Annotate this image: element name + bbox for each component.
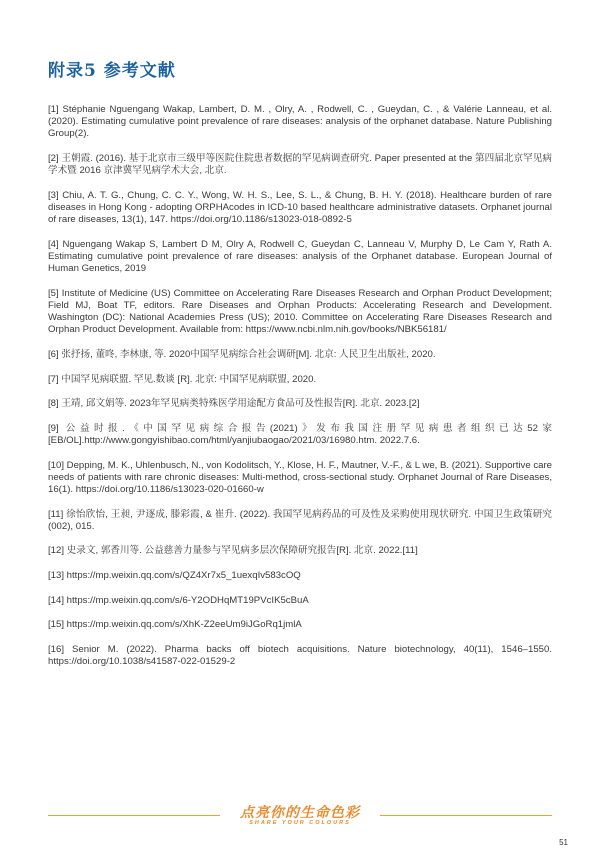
footer-divider-left [48,815,220,816]
reference-item: [2] 王朝霞. (2016). 基于北京市三级甲等医院住院患者数据的罕见病调查研究. Paper presented at the 第四届北京罕见病学术暨 2016 京津冀罕见病学术大会, 北京. [48,153,552,177]
reference-item: [3] Chiu, A. T. G., Chung, C. C. Y., Wong, W. H. S., Lee, S. L., & Chung, B. H. Y. (2018). Healthcare burden of rare diseases in Hong Kong - adopting ORPHAcodes in ICD-10 based healthcare administrative datasets. Orphanet journal of rare diseases, 13(1), 147. https://doi.org/10.1186/s13023-018-0892-5 [48,189,552,226]
reference-item: [15] https://mp.weixin.qq.com/s/XhK-Z2eeUm9iJGoRq1jmlA [48,619,302,631]
reference-item: [11] 徐怡欣怡, 王昶, 尹逐成, 滕彩霞, & 崔升. (2022). 我国罕见病药品的可及性及采购使用现状研究. 中国卫生政策研究(002), 015. [48,508,552,532]
page-footer [0,798,600,828]
reference-item: [1] Stéphanie Nguengang Wakap, Lambert, D. M. , Olry, A. , Rodwell, C. , Gueydan, C. , & Valérie Lanneau, et al. (2020). Estimating cumulative point prevalence of rare diseases: analysis of the orphanet database. Nature Publishing Group(2). [48,104,552,140]
page-title: 附录5 参考文献 [48,61,176,81]
reference-item: [8] 王靖, 邱文娟等. 2023年罕见病类特殊医学用途配方食品可及性报告[R]. 北京. 2023.[2] [48,398,420,410]
footer-slogan-english: SHARE YOUR COLOURS [249,820,351,826]
footer-divider-right [380,815,552,816]
reference-item: [7] 中国罕见病联盟. 罕见.数谈 [R]. 北京: 中国罕见病联盟, 2020. [48,373,317,385]
reference-item: [9] 公益时报.《中国罕见病综合报告(2021)》发布我国注册罕见病患者组织已达52家[EB/OL].http://www.gongyishibao.com/html/yanjiubaogao/2021/03/16980.htm. 2022.7.6. [48,422,552,446]
reference-item: [4] Nguengang Wakap S, Lambert D M, Olry A, Rodwell C, Gueydan C, Lanneau V, Murphy D, Le Cam Y, Rath A. Estimating cumulative point prevalence of rare diseases: analysis of the Orphanet database. European Journal of Human Genetics, 2019 [48,238,552,275]
reference-item: [10] Depping, M. K., Uhlenbusch, N., von Kodolitsch, Y., Klose, H. F., Mautner, V.-F., & L we, B. (2021). Supportive care needs of patients with rare chronic diseases: Multi-method, cross-sectional study. Orphanet Journal of Rare Diseases, 16(1). https://doi.org/10.1186/s13023-020-01660-w [48,459,552,495]
footer-slogan: 点亮你的生命色彩 [240,805,360,821]
reference-item: [13] https://mp.weixin.qq.com/s/QZ4Xr7x5_1uexqIv583cOQ [48,569,301,581]
reference-list [48,104,552,681]
reference-item: [12] 史录文, 郭香川等. 公益慈善力量参与罕见病多层次保障研究报告[R]. 北京. 2022.[11] [48,545,418,557]
reference-item: [16] Senior M. (2022). Pharma backs off biotech acquisitions. Nature biotechnology, 40(11), 1546–1550. https://doi.org/10.1038/s41587-022-01529-2 [48,643,552,667]
page-number: 51 [559,838,568,847]
reference-item: [14] https://mp.weixin.qq.com/s/6-Y2ODHqMT19PVcIK5cBuA [48,594,309,606]
reference-item: [6] 张抒扬, 董咚, 李林康, 等. 2020中国罕见病综合社会调研[M]. 北京: 人民卫生出版社, 2020. [48,349,436,360]
reference-item: [5] Institute of Medicine (US) Committee on Accelerating Rare Diseases Research and Orphan Product Development; Field MJ, Boat TF, editors. Rare Diseases and Orphan Products: Accelerating Research and Development. Washington (DC): National Academies Press (US); 2010. Committee on Accelerating Rare Diseases Research and Orphan Product Development. Available from: https://www.ncbi.nlm.nih.gov/books/NBK56181/ [48,287,552,336]
